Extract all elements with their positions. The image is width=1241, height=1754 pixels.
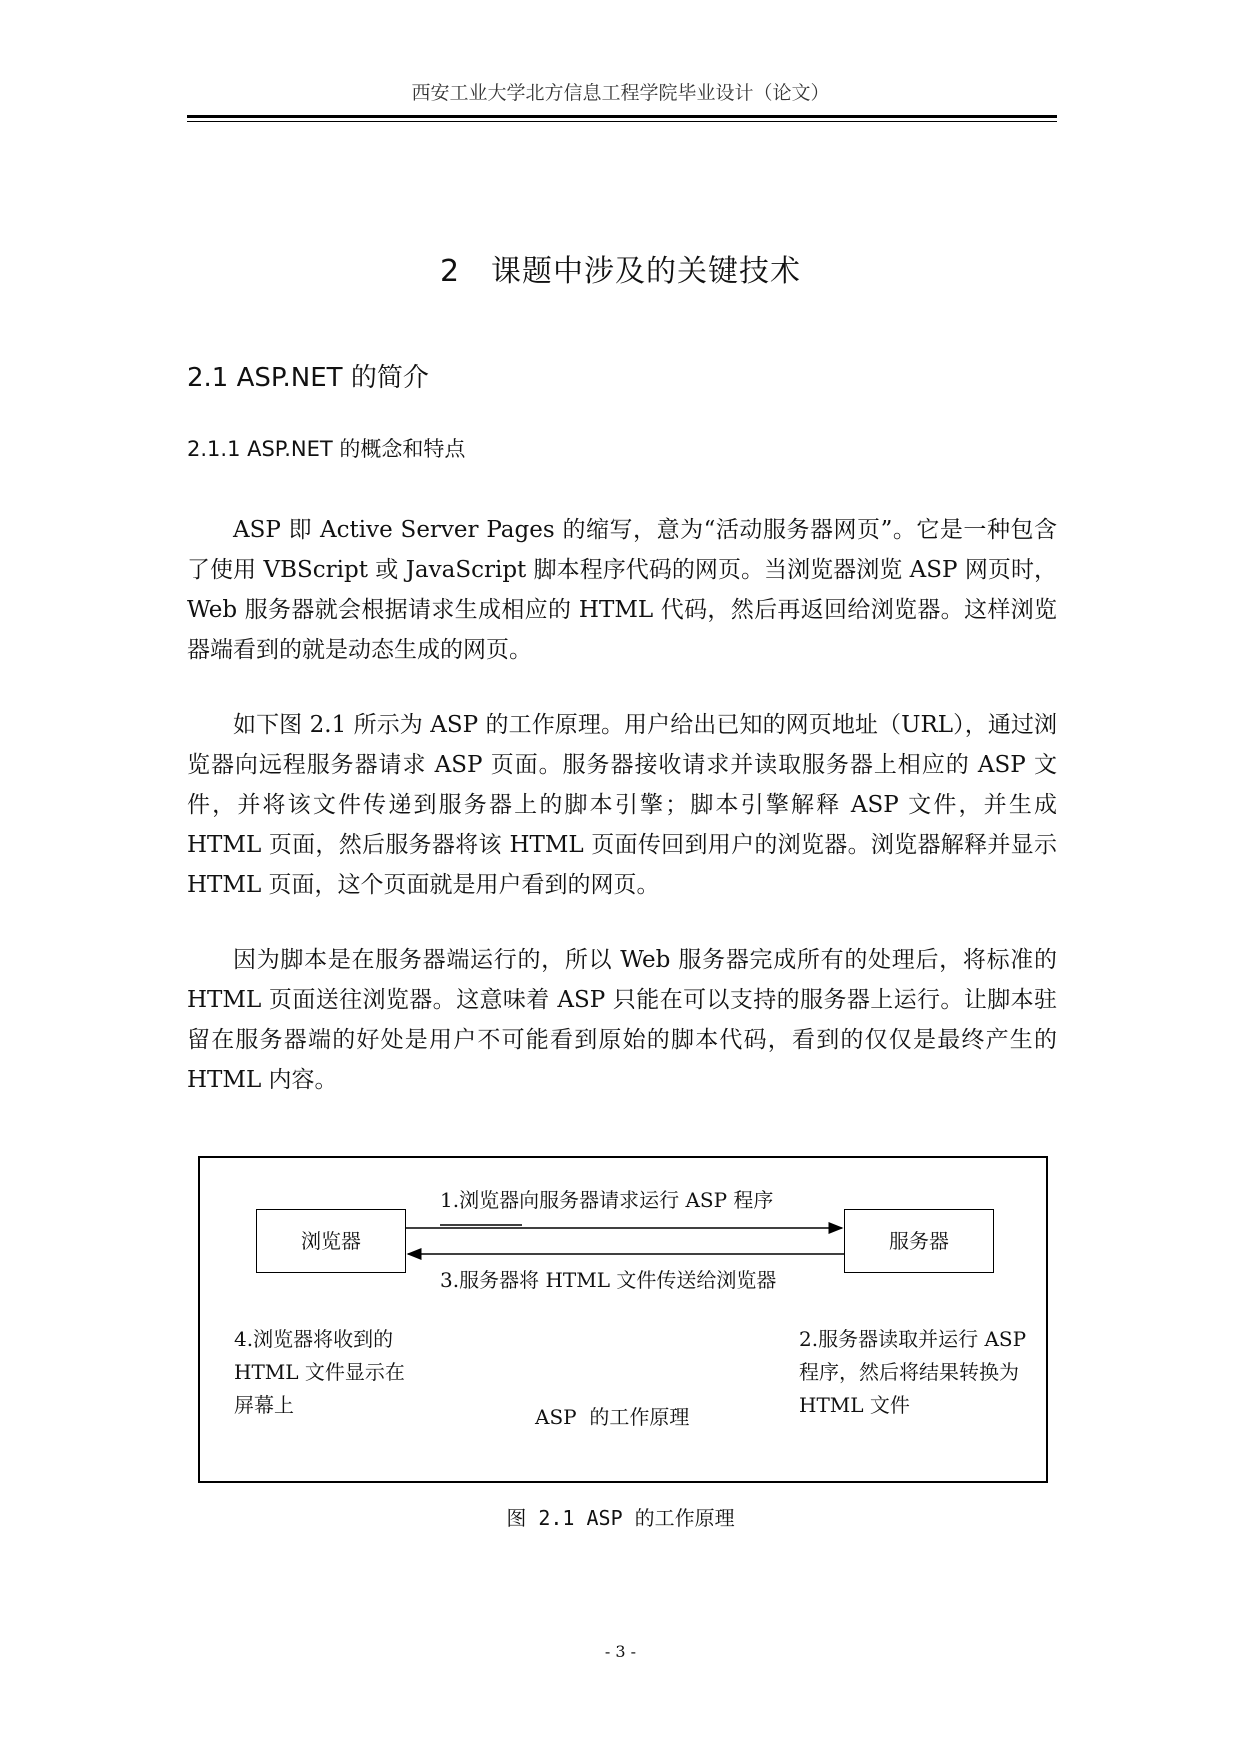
chapter-title: 2 课题中涉及的关键技术 — [439, 254, 802, 289]
page-header: 西安工业大学北方信息工程学院毕业设计（论文） — [411, 82, 830, 104]
paragraph-asp-definition: ASP 即 Active Server Pages 的缩写，意为“活动服务器网页”。它是一种包含了使用 VBScript 或 JavaScript 脚本程序代码的网页。当浏览器浏览 ASP 网页时，Web 服务器就会根据请求生成相应的 HTML 代码，然后再返回给浏览器。这样浏览器端看到的就是动态生成的网页。 — [187, 517, 1057, 663]
server-node: 服务器 — [844, 1209, 994, 1273]
figure-inner-caption: ASP 的工作原理 — [535, 1405, 690, 1429]
step4-note: 4.浏览器将收到的 HTML 文件显示在屏幕上 — [234, 1327, 405, 1417]
asp-principle-figure — [198, 1156, 1048, 1483]
header-rule-thin — [187, 121, 1057, 122]
section-heading: 2.1 ASP.NET 的简介 — [187, 363, 429, 393]
paragraph-server-side-script: 因为脚本是在服务器端运行的，所以 Web 服务器完成所有的处理后，将标准的 HTML 页面送往浏览器。这意味着 ASP 只能在可以支持的服务器上运行。让脚本驻留在服务器端的好处是用户不可能看到原始的脚本代码，看到的仅仅是最终产生的 HTML 内容。 — [187, 947, 1057, 1093]
page-number: - 3 - — [604, 1642, 637, 1661]
step3-label: 3.服务器将 HTML 文件传送给浏览器 — [440, 1268, 777, 1292]
figure-caption: 图 2.1 ASP 的工作原理 — [506, 1506, 735, 1530]
header-rule-thick — [187, 115, 1057, 118]
step2-note: 2.服务器读取并运行 ASP 程序，然后将结果转换为 HTML 文件 — [799, 1327, 1027, 1417]
paragraph-asp-principle: 如下图 2.1 所示为 ASP 的工作原理。用户给出已知的网页地址（URL），通过浏览器向远程服务器请求 ASP 页面。服务器接收请求并读取服务器上相应的 ASP 文件，并将该文件传递到服务器上的脚本引擎；脚本引擎解释 ASP 文件，并生成 HTML 页面，然后服务器将该 HTML 页面传回到用户的浏览器。浏览器解释并显示 HTML 页面，这个页面就是用户看到的网页。 — [187, 712, 1057, 898]
subsection-heading: 2.1.1 ASP.NET 的概念和特点 — [187, 437, 466, 461]
step1-label: 1.浏览器向服务器请求运行 ASP 程序 — [440, 1188, 774, 1212]
browser-node: 浏览器 — [256, 1209, 406, 1273]
